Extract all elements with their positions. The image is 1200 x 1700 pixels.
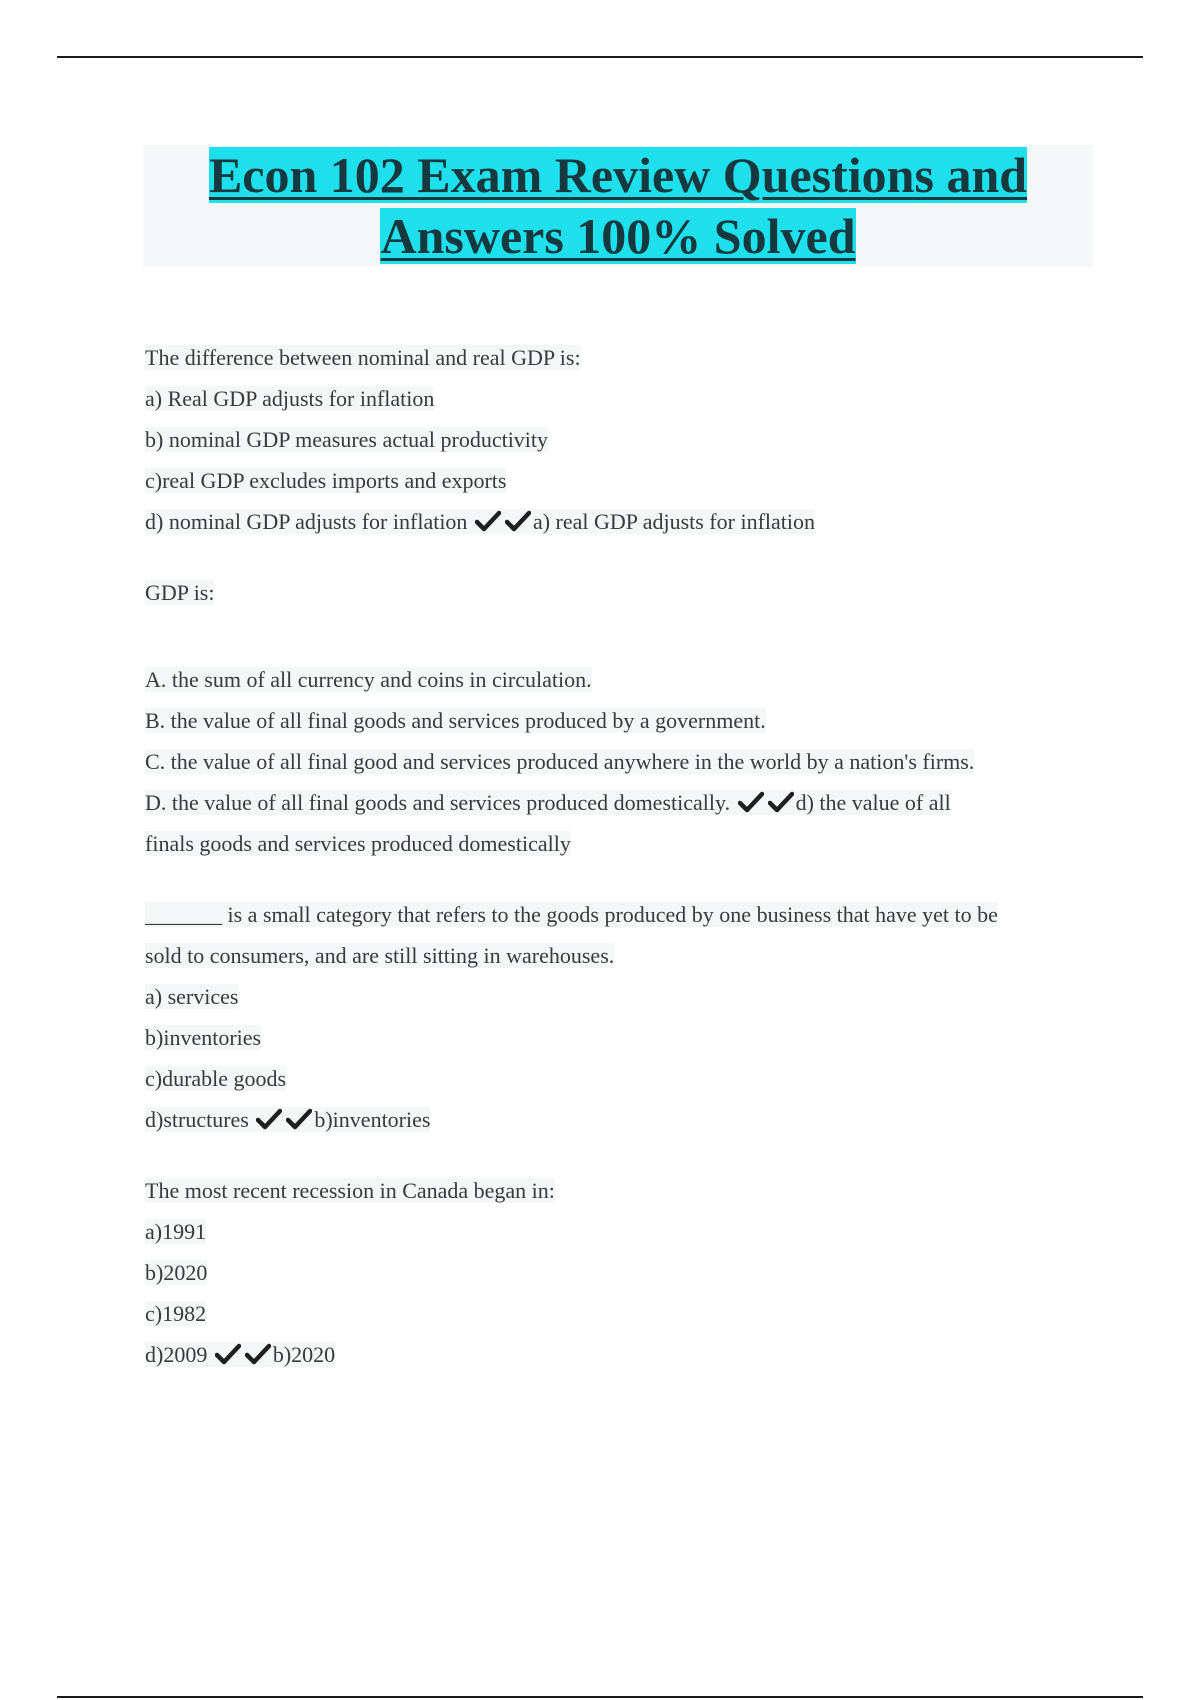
title-box — [143, 145, 1093, 267]
option: A. the sum of all currency and coins in circulation. — [145, 667, 592, 692]
option: B. the value of all final goods and services produced by a government. — [145, 708, 766, 733]
check-mark-icon — [475, 510, 501, 532]
question-3 — [145, 901, 1095, 1133]
question-2 — [145, 579, 1095, 857]
answer: d) the value of all — [795, 790, 951, 815]
document-body — [145, 344, 1095, 1412]
option: b) nominal GDP measures actual productivity — [145, 427, 549, 452]
option: D. the value of all final goods and services produced domestically. — [145, 790, 731, 815]
check-mark-icon — [768, 791, 794, 813]
check-mark-icon — [245, 1343, 271, 1365]
question-prompt: The most recent recession in Canada began in: — [145, 1178, 555, 1203]
answer: b)2020 — [272, 1342, 336, 1367]
question-prompt: GDP is: — [145, 580, 215, 605]
top-rule — [57, 56, 1143, 58]
check-mark-icon — [505, 510, 531, 532]
option-with-answer — [145, 1341, 1095, 1368]
answer: b)inventories — [314, 1107, 431, 1132]
option: a) services — [145, 984, 239, 1009]
answer: a) real GDP adjusts for inflation — [532, 509, 815, 534]
option: c)durable goods — [145, 1066, 287, 1091]
option-with-answer — [145, 508, 1095, 535]
option: c)1982 — [145, 1301, 207, 1326]
document-title-line1: Econ 102 Exam Review Questions and — [208, 147, 1028, 203]
check-mark-icon — [738, 791, 764, 813]
option: d) nominal GDP adjusts for inflation — [145, 509, 468, 534]
question-prompt-continued: sold to consumers, and are still sitting in warehouses. — [145, 943, 615, 968]
option: C. the value of all final good and services produced anywhere in the world by a nation's firms. — [145, 749, 975, 774]
question-1 — [145, 344, 1095, 535]
check-mark-icon — [215, 1343, 241, 1365]
question-4 — [145, 1177, 1095, 1368]
option: c)real GDP excludes imports and exports — [145, 468, 507, 493]
option-with-answer — [145, 789, 1095, 816]
answer-continued: finals goods and services produced domestically — [145, 831, 571, 856]
option: b)inventories — [145, 1025, 262, 1050]
option: a)1991 — [145, 1219, 207, 1244]
check-mark-icon — [256, 1108, 282, 1130]
document-title-line2: Answers 100% Solved — [380, 208, 856, 264]
question-prompt: The difference between nominal and real GDP is: — [145, 345, 581, 370]
question-prompt: _______ is a small category that refers to the goods produced by one business that have yet to be — [145, 902, 998, 927]
option-with-answer — [145, 1106, 1095, 1133]
option: a) Real GDP adjusts for inflation — [145, 386, 435, 411]
bottom-rule — [57, 1696, 1143, 1698]
option: d)structures — [145, 1107, 249, 1132]
check-mark-icon — [286, 1108, 312, 1130]
option: b)2020 — [145, 1260, 208, 1285]
option: d)2009 — [145, 1342, 208, 1367]
